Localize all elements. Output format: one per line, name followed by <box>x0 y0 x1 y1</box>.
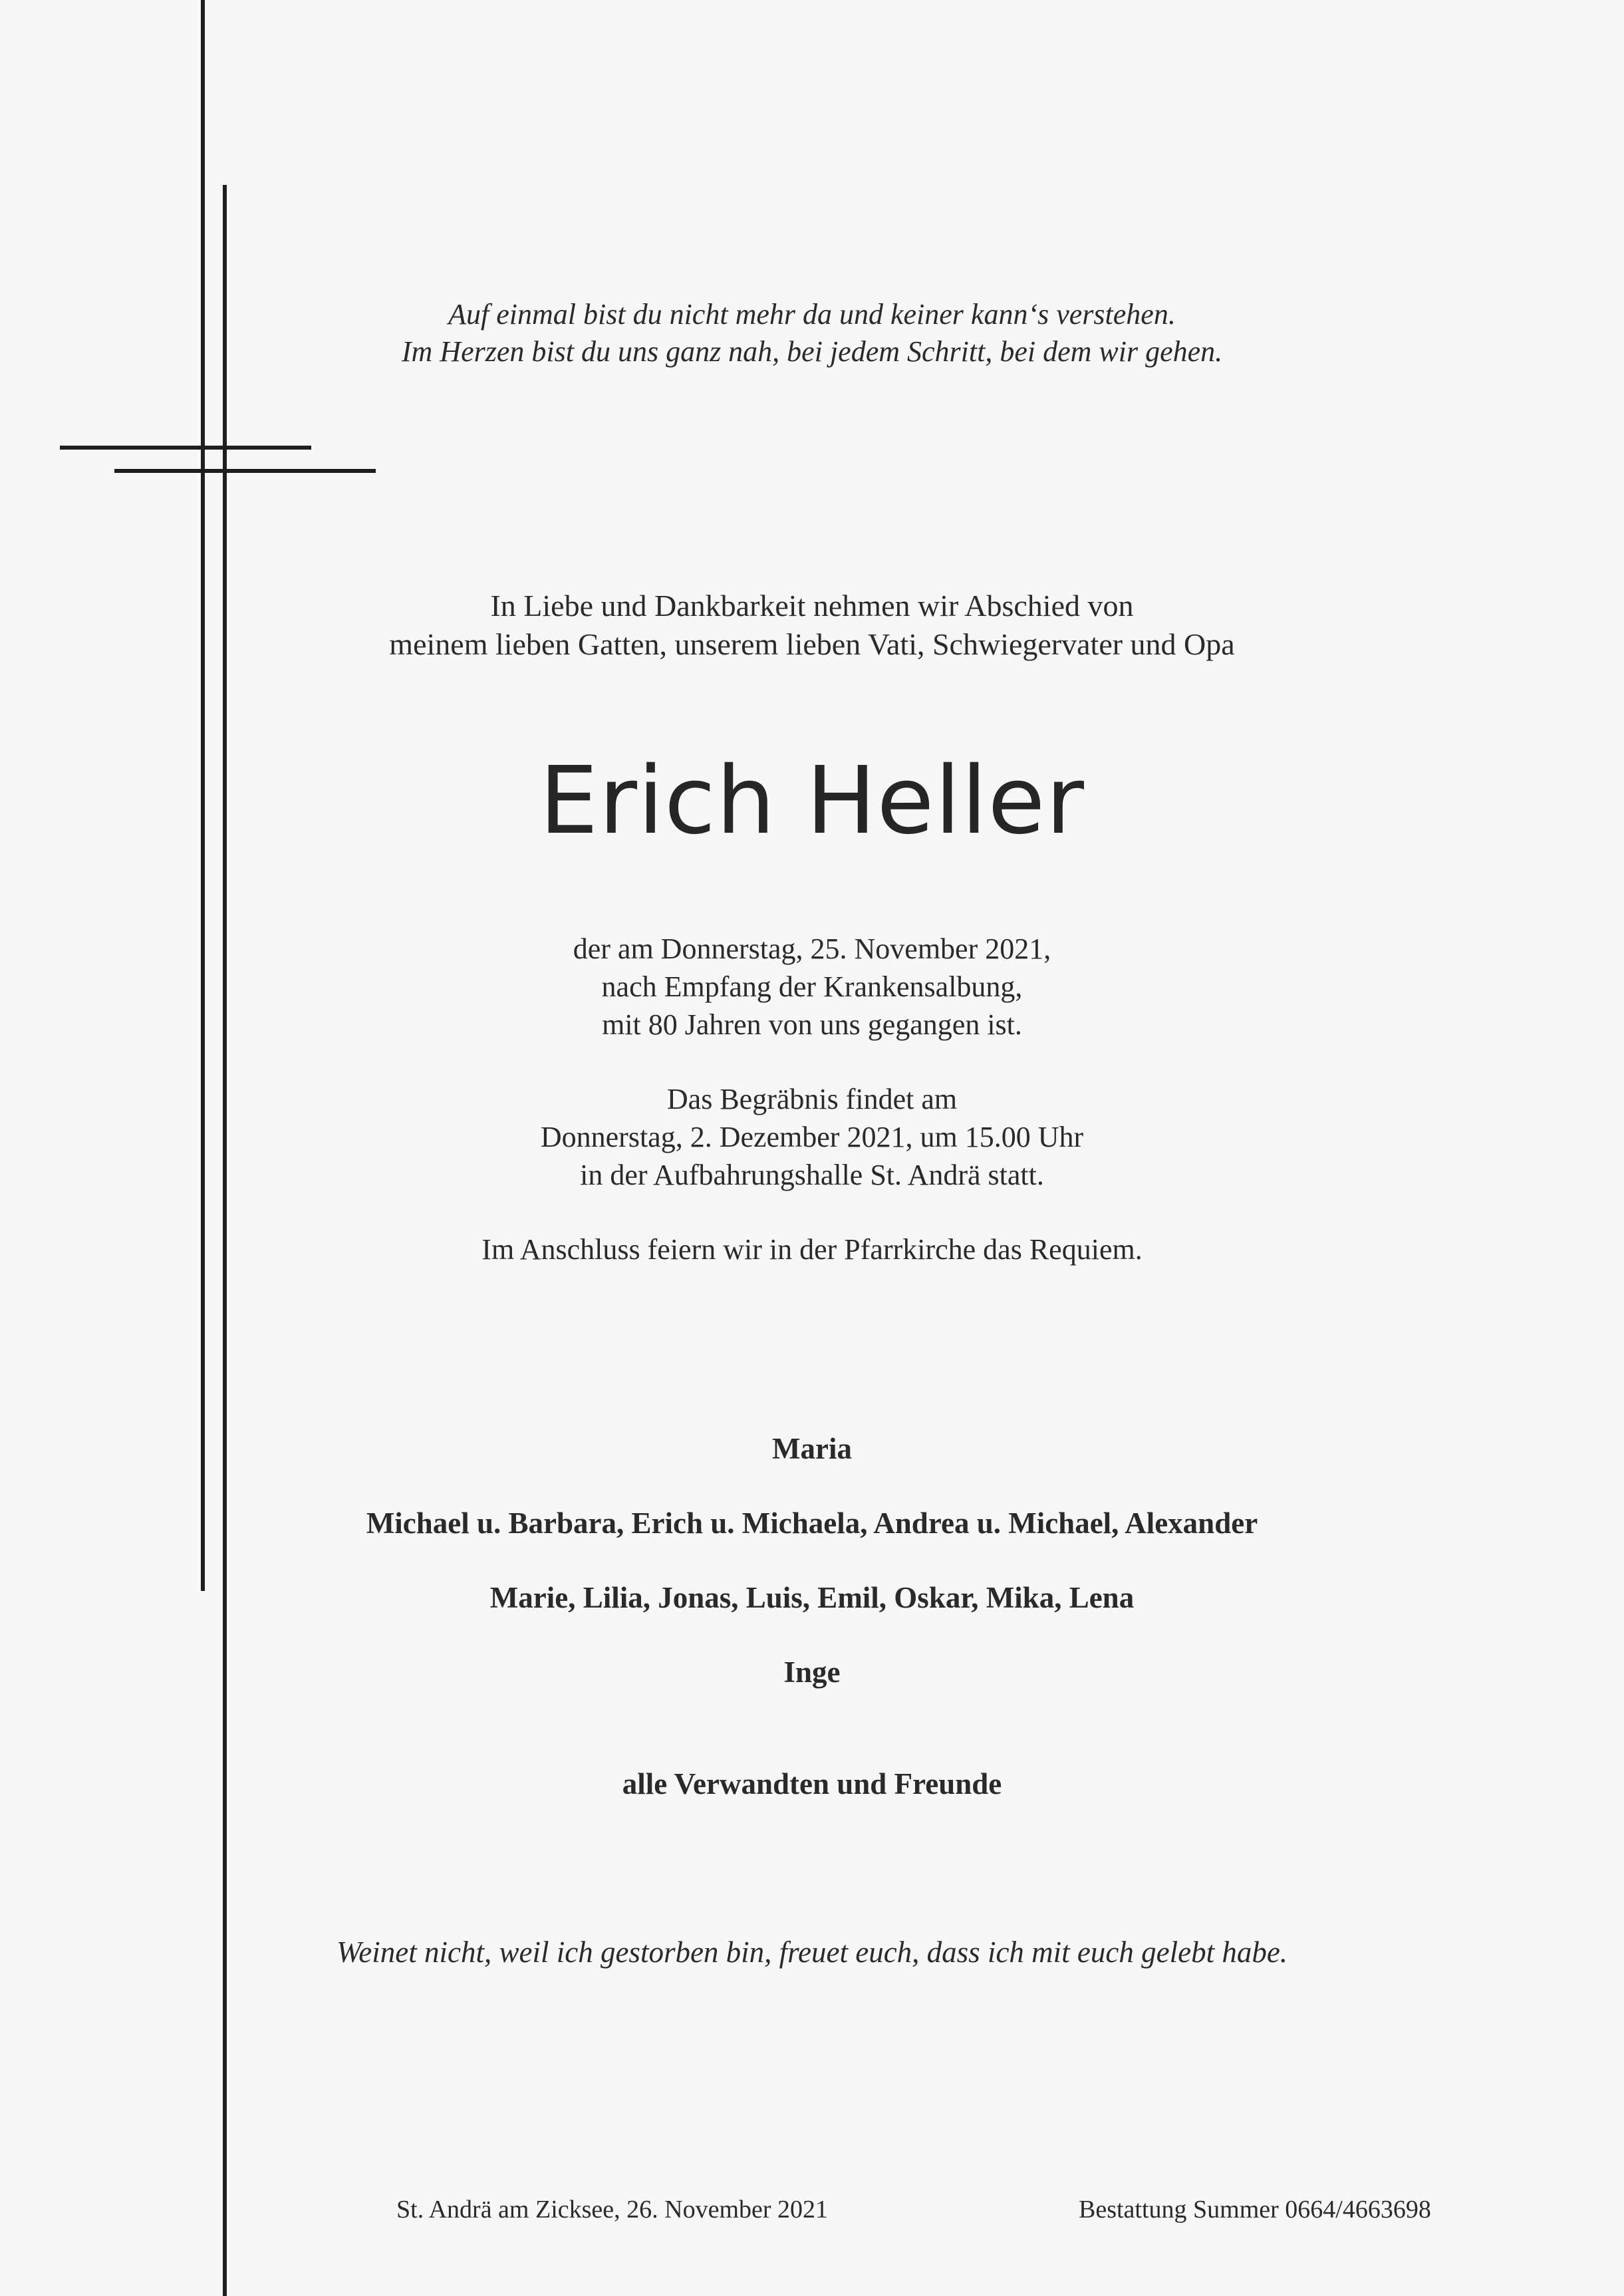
poem-line: Auf einmal bist du nicht mehr da und keiner kann‘s verstehen. <box>448 298 1176 331</box>
deceased-name: Erich Heller <box>539 747 1085 855</box>
intro-line: meinem lieben Gatten, unserem lieben Vati, Schwiegervater und Opa <box>389 627 1235 661</box>
death-notice-line: mit 80 Jahren von uns gegangen ist. <box>602 1008 1022 1041</box>
mourner-relatives-line: alle Verwandten und Freunde <box>622 1767 1002 1800</box>
death-notice-line: nach Empfang der Krankensalbung, <box>601 970 1023 1003</box>
funeral-line: in der Aufbahrungshalle St. Andrä statt. <box>580 1159 1044 1191</box>
death-notice-line: der am Donnerstag, 25. November 2021, <box>573 933 1051 965</box>
opening-poem <box>0 296 1624 370</box>
mourner-line: Michael u. Barbara, Erich u. Michaela, Andrea u. Michael, Alexander <box>366 1507 1258 1540</box>
notice-details <box>0 930 1624 1268</box>
funeral-line: Das Begräbnis findet am <box>666 1083 958 1115</box>
mourner-line: Inge <box>783 1655 841 1689</box>
intro-line: In Liebe und Dankbarkeit nehmen wir Abschied von <box>490 589 1134 623</box>
farewell-intro <box>0 587 1624 664</box>
requiem-line: Im Anschluss feiern wir in der Pfarrkirche das Requiem. <box>481 1233 1143 1266</box>
footer-undertaker: Bestattung Summer 0664/4663698 <box>1079 2196 1431 2224</box>
mourner-line: Maria <box>772 1432 852 1465</box>
funeral-line: Donnerstag, 2. Dezember 2021, um 15.00 Uhr <box>540 1121 1084 1153</box>
poem-line: Im Herzen bist du uns ganz nah, bei jedem Schritt, bei dem wir gehen. <box>401 335 1223 368</box>
mourners-list <box>0 1411 1624 1821</box>
footer-place-date: St. Andrä am Zicksee, 26. November 2021 <box>396 2196 829 2224</box>
closing-quote: Weinet nicht, weil ich gestorben bin, freuet euch, dass ich mit euch gelebt habe. <box>336 1936 1288 1969</box>
mourner-line: Marie, Lilia, Jonas, Luis, Emil, Oskar, Mika, Lena <box>489 1581 1135 1614</box>
